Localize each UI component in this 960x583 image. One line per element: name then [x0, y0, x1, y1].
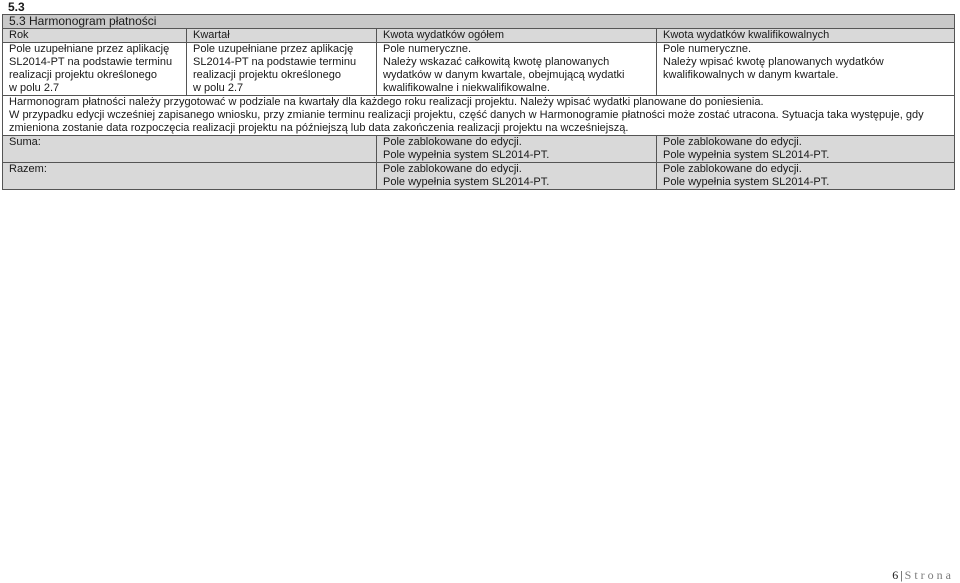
suma-label: Suma: — [3, 136, 377, 163]
text-line: Pole numeryczne. — [663, 43, 752, 55]
razem-row — [3, 163, 955, 190]
text-line: SL2014-PT na podstawie terminu — [9, 56, 173, 68]
text-line: w polu 2.7 — [9, 82, 60, 94]
razem-ogolem — [377, 163, 657, 190]
payment-schedule-table — [2, 14, 955, 190]
suma-ogolem — [377, 136, 657, 163]
instruction-row — [3, 43, 955, 96]
text-line: Pole zablokowane do edycji. — [663, 136, 802, 148]
header-kwartal: Kwartał — [187, 29, 377, 43]
header-row — [3, 29, 955, 43]
text-line: realizacji projektu określonego — [193, 69, 341, 81]
note-row — [3, 96, 955, 136]
text-line: wydatków w danym kwartale, obejmującą wydatki — [383, 69, 625, 81]
header-kwota-ogolem: Kwota wydatków ogółem — [377, 29, 657, 43]
text-line: Należy wskazać całkowitą kwotę planowanych — [383, 56, 610, 68]
text-line: Pole wypełnia system SL2014-PT. — [663, 149, 830, 161]
text-line: Pole zablokowane do edycji. — [383, 136, 522, 148]
razem-label: Razem: — [3, 163, 377, 190]
table-title: 5.3 Harmonogram płatności — [3, 15, 955, 29]
footer-page-word: Strona — [904, 568, 954, 582]
text-line: SL2014-PT na podstawie terminu — [193, 56, 357, 68]
header-kwota-kwalifikowalnych: Kwota wydatków kwalifikowalnych — [657, 29, 955, 43]
text-line: Pole zablokowane do edycji. — [383, 163, 522, 175]
text-line: Pole uzupełniane przez aplikację — [9, 43, 170, 55]
text-line: Pole zablokowane do edycji. — [663, 163, 802, 175]
text-line: realizacji projektu określonego — [9, 69, 157, 81]
rok-description — [3, 43, 187, 96]
footer-separator: | — [900, 568, 903, 582]
text-line: Pole wypełnia system SL2014-PT. — [383, 176, 550, 188]
text-line: Pole numeryczne. — [383, 43, 472, 55]
kwartal-description — [187, 43, 377, 96]
suma-kwalif — [657, 136, 955, 163]
section-number: 5.3 — [8, 0, 25, 14]
text-line: Pole uzupełniane przez aplikację — [193, 43, 354, 55]
suma-row — [3, 136, 955, 163]
text-line: w polu 2.7 — [193, 82, 244, 94]
note-paragraph: Harmonogram płatności należy przygotować w podziale na kwartały dla każdego roku realizacji projektu. Należy wpisać wydatki planowane do poniesienia. — [9, 96, 764, 108]
kwota-kwalif-description — [657, 43, 955, 96]
text-line: Pole wypełnia system SL2014-PT. — [663, 176, 830, 188]
page-number: 6 — [892, 568, 899, 582]
page-footer — [892, 568, 954, 583]
table-title-row — [3, 15, 955, 29]
note-text — [3, 96, 955, 136]
text-line: Pole wypełnia system SL2014-PT. — [383, 149, 550, 161]
kwota-ogolem-description — [377, 43, 657, 96]
text-line: kwalifikowalnych w danym kwartale. — [663, 69, 839, 81]
text-line: kwalifikowalne i niekwalifikowalne. — [383, 82, 550, 94]
razem-kwalif — [657, 163, 955, 190]
note-paragraph: W przypadku edycji wcześniej zapisanego wniosku, przy zmianie terminu realizacji projektu, część danych w Harmonogramie płatności może zostać utracona. Sytuacja taka występuje, gdy zmieniona zostanie data rozpoczęcia realizacji projektu na późniejszą lub data zakończenia realizacji projektu na wcześniejszą. — [9, 109, 924, 134]
header-rok: Rok — [3, 29, 187, 43]
text-line: Należy wpisać kwotę planowanych wydatków — [663, 56, 884, 68]
